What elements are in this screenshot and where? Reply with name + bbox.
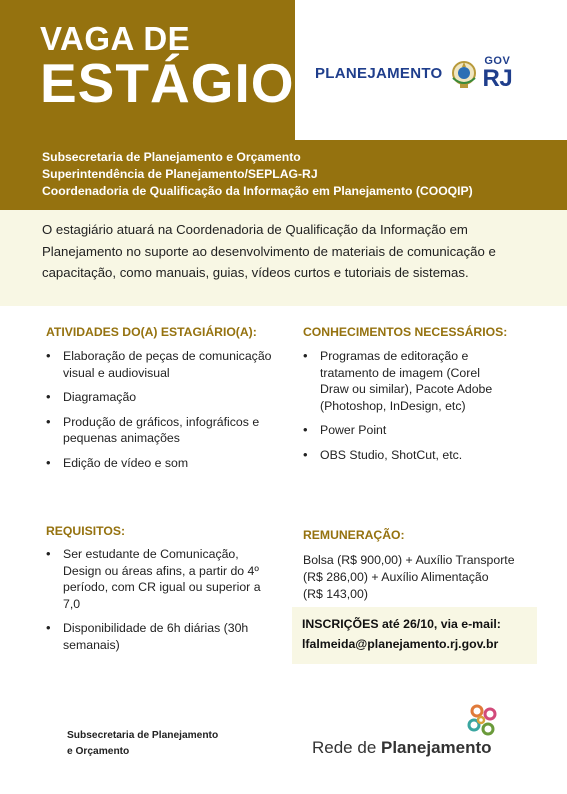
application-deadline: INSCRIÇÕES até 26/10, via e-mail:	[302, 617, 501, 631]
knowledge-list	[303, 348, 493, 471]
footer-brand-regular: Rede de	[312, 738, 381, 757]
hero-title-panel	[0, 0, 295, 140]
requirements-heading: REQUISITOS:	[46, 524, 126, 538]
application-email[interactable]: lfalmeida@planejamento.rj.gov.br	[302, 637, 499, 651]
department-line-3: Coordenadoria de Qualificação da Informação em Planejamento (COOQIP)	[42, 184, 473, 198]
knowledge-heading: CONHECIMENTOS NECESSÁRIOS:	[303, 325, 508, 339]
hero-title-line1: VAGA DE	[40, 20, 191, 57]
requirements-list	[46, 546, 278, 661]
gov-rj-mark	[483, 56, 513, 91]
list-item: • Edição de vídeo e som	[46, 455, 281, 472]
compensation-line-2: (R$ 286,00) + Auxílio Alimentação	[303, 570, 489, 584]
intro-text: O estagiário atuará na Coordenadoria de Qualificação da Informação em Planejamento no suporte ao desenvolvimento de materiais de comunicação e capacitação, como manuais, guias, vídeos curtos e tutoriais de sistemas.	[42, 222, 496, 280]
list-item: • Programas de editoração e tratamento de imagem (Corel Draw ou similar), Pacote Adobe (Photoshop, InDesign, etc)	[303, 348, 493, 414]
department-band	[0, 140, 567, 210]
list-item: • Diagramação	[46, 389, 281, 406]
application-box	[292, 607, 537, 664]
department-line-1: Subsecretaria de Planejamento e Orçamento	[42, 150, 301, 164]
activities-heading: ATIVIDADES DO(A) ESTAGIÁRIO(A):	[46, 325, 257, 339]
rj-text: RJ	[482, 65, 513, 92]
department-line-2: Superintendência de Planejamento/SEPLAG-RJ	[42, 167, 318, 181]
network-logo-icon	[466, 703, 500, 739]
state-seal-icon	[449, 58, 479, 90]
compensation-line-3: (R$ 143,00)	[303, 587, 368, 601]
compensation-line-1: Bolsa (R$ 900,00) + Auxílio Transporte	[303, 553, 515, 567]
brand-text: PLANEJAMENTO	[315, 65, 443, 82]
footer-org-line-2: e Orçamento	[67, 746, 130, 757]
footer-org-line-1: Subsecretaria de Planejamento	[67, 730, 219, 741]
footer-org-name	[67, 728, 218, 760]
list-item: • OBS Studio, ShotCut, etc.	[303, 447, 493, 464]
list-item: • Elaboração de peças de comunicação visual e audiovisual	[46, 348, 281, 381]
intro-section	[0, 210, 567, 306]
list-item: • Power Point	[303, 422, 493, 439]
compensation-heading: REMUNERAÇÃO:	[303, 528, 405, 542]
footer-brand	[312, 738, 492, 758]
hero-title-line2: ESTÁGIO	[40, 52, 295, 114]
hero-logo-panel	[295, 0, 567, 140]
hero-header	[0, 0, 567, 140]
activities-list	[46, 348, 281, 479]
planejamento-govrj-logo	[315, 56, 512, 91]
list-item: • Produção de gráficos, infográficos e pequenas animações	[46, 414, 281, 447]
list-item: • Ser estudante de Comunicação, Design ou áreas afins, a partir do 4º período, com CR igual ou superior a 7,0	[46, 546, 278, 612]
gov-text: GOV	[484, 55, 511, 67]
compensation-text	[303, 552, 553, 603]
list-item: • Disponibilidade de 6h diárias (30h semanais)	[46, 620, 278, 653]
footer-brand-bold: Planejamento	[381, 738, 492, 757]
